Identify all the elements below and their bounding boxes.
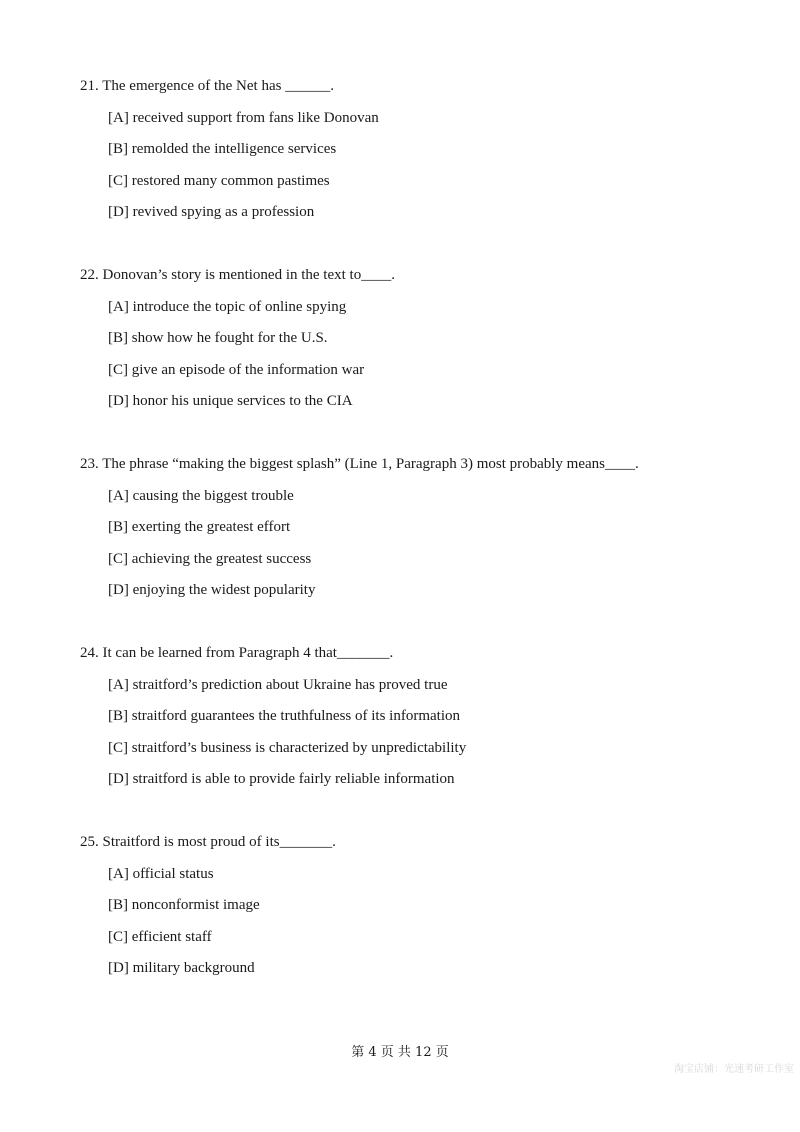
question-stem: 25. Straitford is most proud of its_______. <box>80 834 336 850</box>
option-b: [B] remolded the intelligence services <box>108 141 337 157</box>
option-b: [B] show how he fought for the U.S. <box>108 330 328 346</box>
question-stem: 24. It can be learned from Paragraph 4 that_______. <box>80 645 394 661</box>
option-d: [D] honor his unique services to the CIA <box>108 393 353 409</box>
option-c: [C] restored many common pastimes <box>108 172 330 189</box>
option-c: [C] efficient staff <box>108 928 212 945</box>
option-d: [D] straitford is able to provide fairly reliable information <box>108 771 455 787</box>
page-number: 第 4 页 共 12 页 <box>351 1045 449 1060</box>
option-d: [D] military background <box>108 960 255 976</box>
option-b: [B] nonconformist image <box>108 897 260 913</box>
question-23 <box>80 454 770 600</box>
question-24 <box>80 643 770 789</box>
question-25 <box>80 832 770 978</box>
option-c: [C] straitford’s business is characterized by unpredictability <box>108 739 467 756</box>
question-21 <box>80 76 770 222</box>
option-c: [C] achieving the greatest success <box>108 550 312 567</box>
question-22 <box>80 265 770 411</box>
option-a: [A] received support from fans like Donovan <box>108 109 379 126</box>
question-stem: 22. Donovan’s story is mentioned in the text to____. <box>80 267 395 283</box>
option-b: [B] exerting the greatest effort <box>108 519 291 535</box>
watermark: 淘宝店铺：光速考研工作室 <box>674 1064 794 1075</box>
option-a: [A] introduce the topic of online spying <box>108 298 347 315</box>
option-a: [A] causing the biggest trouble <box>108 487 294 504</box>
option-c: [C] give an episode of the information war <box>108 361 365 378</box>
option-a: [A] straitford’s prediction about Ukraine has proved true <box>108 676 448 693</box>
question-stem: 21. The emergence of the Net has ______. <box>80 78 334 94</box>
option-d: [D] enjoying the widest popularity <box>108 582 316 598</box>
option-d: [D] revived spying as a profession <box>108 204 315 220</box>
option-a: [A] official status <box>108 865 214 882</box>
option-b: [B] straitford guarantees the truthfulness of its information <box>108 708 460 724</box>
question-stem: 23. The phrase “making the biggest splash” (Line 1, Paragraph 3) most probably means____. <box>80 456 639 472</box>
